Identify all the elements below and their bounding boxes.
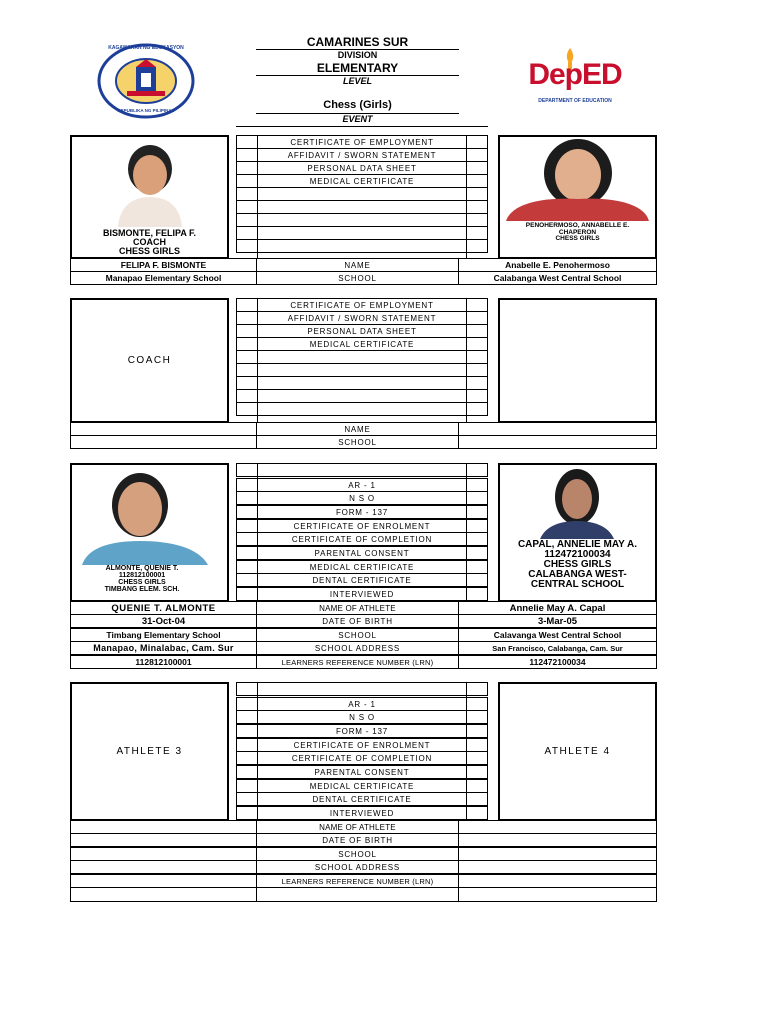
coach-photo xyxy=(110,141,190,227)
chaperon-name: Anabelle E. Penohermoso xyxy=(458,258,657,272)
athlete3-school xyxy=(70,847,257,861)
requirement-row: FORM - 137 xyxy=(236,505,488,519)
athlete1-photo-box xyxy=(70,463,229,602)
division-name: CAMARINES SUR xyxy=(306,35,409,49)
requirement-row: MEDICAL CERTIFICATE xyxy=(236,174,488,188)
school-label: SCHOOL xyxy=(256,628,459,642)
blank-row xyxy=(458,887,657,902)
check-column xyxy=(466,682,489,821)
athlete2-school: Calavanga West Central School xyxy=(458,628,657,642)
coach2-placeholder-label: COACH xyxy=(127,355,172,366)
coach-caption: BISMONTE, FELIPA F. COACH CHESS GIRLS xyxy=(102,228,196,256)
name-of-athlete-label: NAME OF ATHLETE xyxy=(256,601,459,615)
blank-row xyxy=(70,887,257,902)
coach2-name xyxy=(70,422,257,436)
empty-row xyxy=(236,389,488,403)
chaperon2-name xyxy=(458,422,657,436)
division-label: DIVISION xyxy=(337,50,378,60)
requirement-row: CERTIFICATE OF COMPLETION xyxy=(236,532,488,546)
requirement-row: CERTIFICATE OF ENROLMENT xyxy=(236,738,488,752)
athlete1-caption: ALMONTE, QUENIE T. 112812100001 CHESS GIRLS TIMBANG ELEM. SCH. xyxy=(104,565,180,593)
requirement-row: CERTIFICATE OF EMPLOYMENT xyxy=(236,135,488,149)
deped-sub: DEPARTMENT OF EDUCATION xyxy=(538,98,612,104)
athlete3-photo-placeholder xyxy=(70,682,229,821)
requirement-row: PARENTAL CONSENT xyxy=(236,765,488,779)
athlete4-address xyxy=(458,860,657,874)
requirement-row: AFFIDAVIT / SWORN STATEMENT xyxy=(236,148,488,162)
header-rule xyxy=(236,126,488,127)
athlete2-photo-box xyxy=(498,463,657,602)
chaperon-photo xyxy=(504,139,651,221)
athlete4-photo-placeholder xyxy=(498,682,657,821)
athlete3-placeholder-label: ATHLETE 3 xyxy=(116,746,183,757)
check-column xyxy=(236,135,258,259)
chaperon2-school xyxy=(458,435,657,449)
athlete2-name: Annelie May A. Capal xyxy=(458,601,657,615)
requirement-row: INTERVIEWED xyxy=(236,587,488,601)
lrn-label: LEARNERS REFERENCE NUMBER (LRN) xyxy=(256,655,459,669)
requirement-row: FORM - 137 xyxy=(236,724,488,738)
chaperon-school: Calabanga West Central School xyxy=(458,271,657,285)
chaperon-photo-box xyxy=(498,135,657,259)
blank-row xyxy=(256,887,459,902)
requirement-row: PERSONAL DATA SHEET xyxy=(236,161,488,175)
school-address-label: SCHOOL ADDRESS xyxy=(256,860,459,874)
athlete1-dob: 31-Oct-04 xyxy=(70,614,257,628)
athlete4-dob xyxy=(458,833,657,847)
school-address-label: SCHOOL ADDRESS xyxy=(256,641,459,655)
name-label: NAME xyxy=(256,258,459,272)
requirement-row: N S O xyxy=(236,710,488,724)
requirement-row: AR - 1 xyxy=(236,478,488,492)
deped-seal-bottom-text: REPUBLIKA NG PILIPINAS xyxy=(117,108,175,113)
athlete3-address xyxy=(70,860,257,874)
athlete1-name: QUENIE T. ALMONTE xyxy=(70,601,257,615)
chaperon-caption: PENOHERMOSO, ANNABELLE E. CHAPERON CHESS GIRLS xyxy=(525,222,630,242)
athlete2-dob: 3-Mar-05 xyxy=(458,614,657,628)
requirement-row: CERTIFICATE OF EMPLOYMENT xyxy=(236,298,488,312)
athlete2-photo xyxy=(536,467,618,539)
athlete2-address: San Francisco, Calabanga, Cam. Sur xyxy=(458,641,657,655)
requirement-row: DENTAL CERTIFICATE xyxy=(236,573,488,587)
requirement-row: MEDICAL CERTIFICATE xyxy=(236,560,488,574)
coach2-school xyxy=(70,435,257,449)
athlete1-lrn: 112812100001 xyxy=(70,655,257,669)
athlete2-lrn: 112472100034 xyxy=(458,655,657,669)
requirement-row: DENTAL CERTIFICATE xyxy=(236,792,488,806)
chaperon2-photo-placeholder xyxy=(498,298,657,423)
level-name: ELEMENTARY xyxy=(316,61,399,75)
event-label: EVENT xyxy=(342,114,373,124)
athlete1-photo xyxy=(78,469,221,565)
coach-name: FELIPA F. BISMONTE xyxy=(70,258,257,272)
empty-row xyxy=(236,213,488,227)
empty-row xyxy=(236,682,488,696)
requirement-row: MEDICAL CERTIFICATE xyxy=(236,337,488,351)
lrn-label: LEARNERS REFERENCE NUMBER (LRN) xyxy=(256,874,459,888)
athlete4-placeholder-label: ATHLETE 4 xyxy=(544,746,611,757)
requirement-row: CERTIFICATE OF ENROLMENT xyxy=(236,519,488,533)
event-name: Chess (Girls) xyxy=(323,99,392,111)
deped-brand: DepED xyxy=(528,58,622,91)
name-label: NAME xyxy=(256,422,459,436)
level-label: LEVEL xyxy=(342,76,372,86)
empty-row xyxy=(236,376,488,390)
requirement-row: N S O xyxy=(236,491,488,505)
athlete4-school xyxy=(458,847,657,861)
coach-school: Manapao Elementary School xyxy=(70,271,257,285)
check-column xyxy=(466,298,489,423)
athlete1-address: Manapao, Minalabac, Cam. Sur xyxy=(70,641,257,655)
requirement-row: PARENTAL CONSENT xyxy=(236,546,488,560)
requirement-row: MEDICAL CERTIFICATE xyxy=(236,779,488,793)
athlete3-dob xyxy=(70,833,257,847)
empty-row xyxy=(236,463,488,477)
empty-row xyxy=(236,226,488,240)
coach-photo-box xyxy=(70,135,229,259)
athlete4-name xyxy=(458,820,657,834)
school-label: SCHOOL xyxy=(256,435,459,449)
deped-seal-text: KAGAWARAN NG EDUKASYON xyxy=(108,45,184,51)
dob-label: DATE OF BIRTH xyxy=(256,833,459,847)
athlete3-lrn xyxy=(70,874,257,888)
check-column xyxy=(466,135,489,259)
empty-row xyxy=(236,200,488,214)
empty-row xyxy=(236,239,488,253)
coach2-photo-placeholder xyxy=(70,298,229,423)
check-column xyxy=(236,682,258,821)
requirement-row: PERSONAL DATA SHEET xyxy=(236,324,488,338)
school-label: SCHOOL xyxy=(256,847,459,861)
empty-row xyxy=(236,350,488,364)
empty-row xyxy=(236,363,488,377)
check-column xyxy=(466,463,489,602)
requirement-row: INTERVIEWED xyxy=(236,806,488,820)
requirement-row: CERTIFICATE OF COMPLETION xyxy=(236,751,488,765)
check-column xyxy=(236,298,258,423)
athlete1-school: Timbang Elementary School xyxy=(70,628,257,642)
athlete4-lrn xyxy=(458,874,657,888)
name-of-athlete-label: NAME OF ATHLETE xyxy=(256,820,459,834)
empty-row xyxy=(236,402,488,416)
check-column xyxy=(236,463,258,602)
requirement-row: AR - 1 xyxy=(236,697,488,711)
athlete3-name xyxy=(70,820,257,834)
empty-row xyxy=(236,187,488,201)
requirement-row: AFFIDAVIT / SWORN STATEMENT xyxy=(236,311,488,325)
athlete2-caption: CAPAL, ANNELIE MAY A. 112472100034 CHESS GIRLS CALABANGA WEST- CENTRAL SCHOOL xyxy=(517,539,638,590)
dob-label: DATE OF BIRTH xyxy=(256,614,459,628)
school-label: SCHOOL xyxy=(256,271,459,285)
